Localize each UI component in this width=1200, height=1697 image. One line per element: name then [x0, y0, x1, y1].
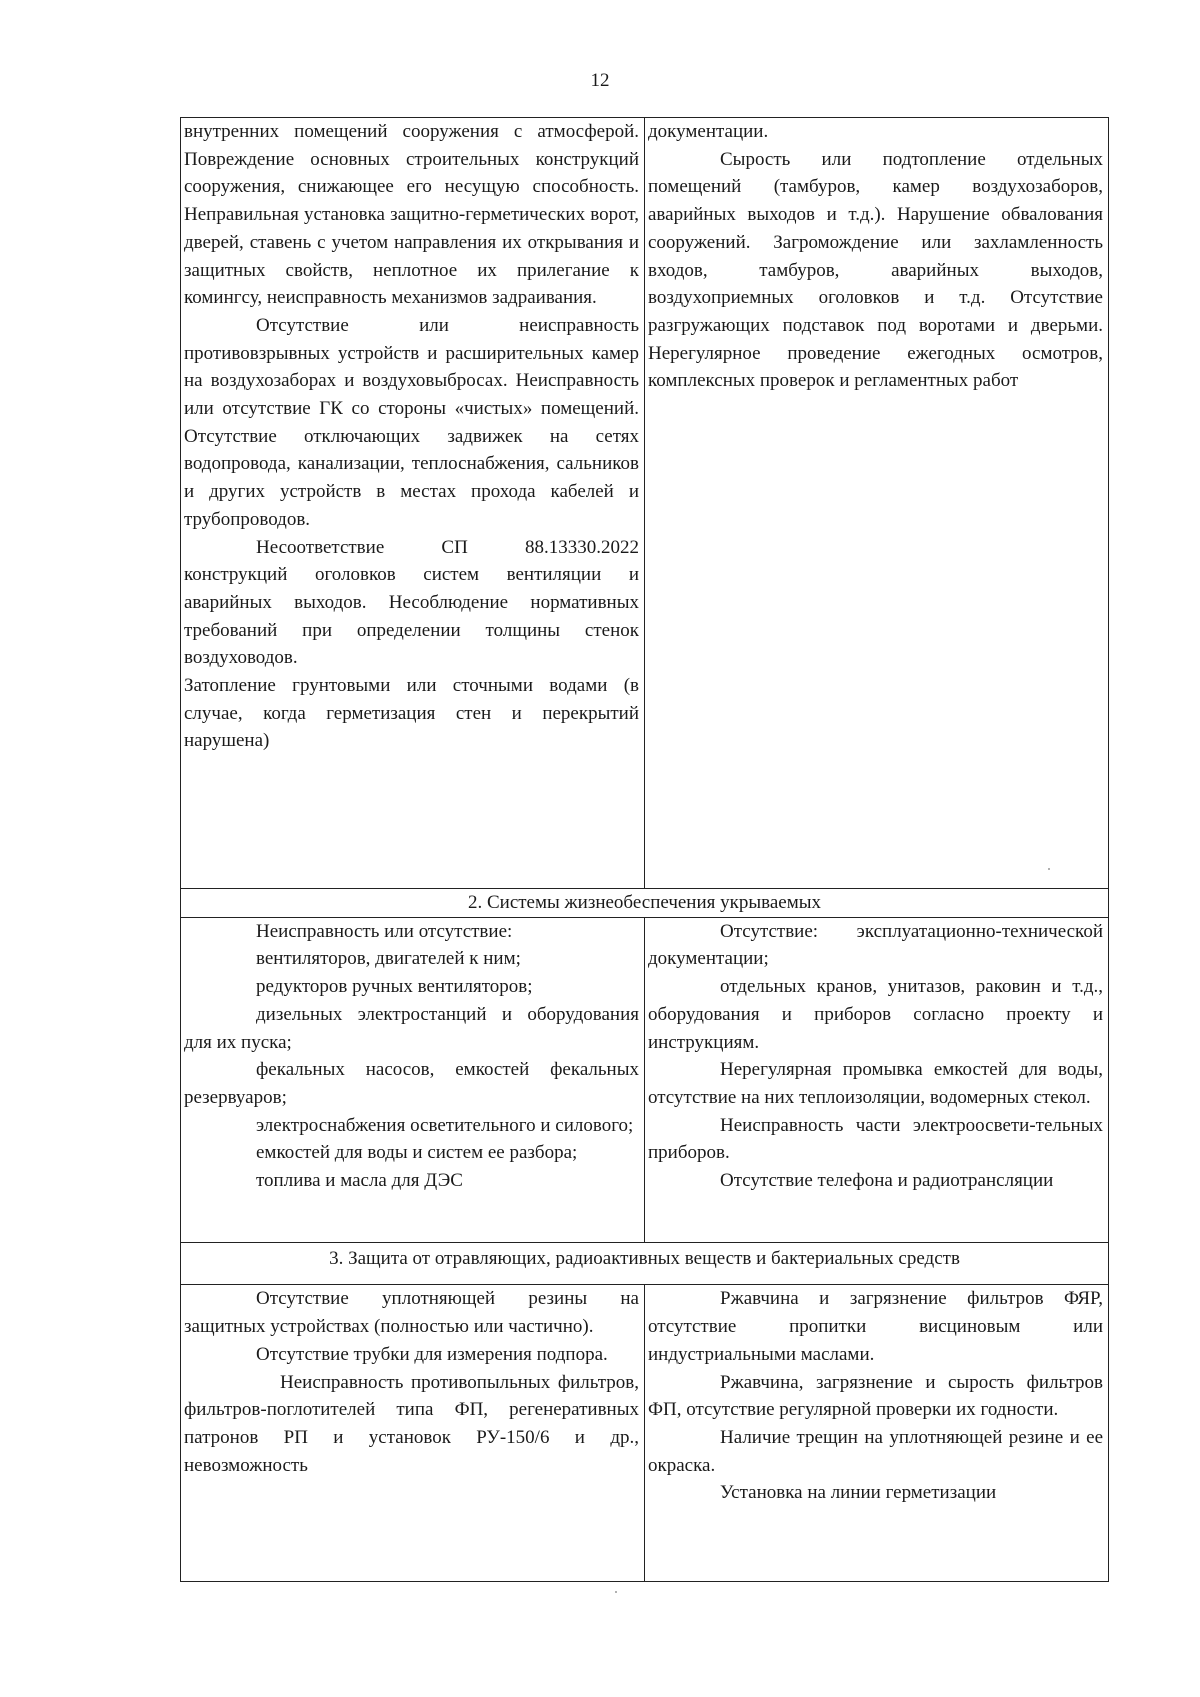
section-2-title: 2. Системы жизнеобеспечения укрываемых [181, 889, 1109, 918]
left-cell [181, 118, 645, 889]
section-header-row [181, 889, 1109, 918]
left-cell [181, 1285, 645, 1582]
left-cell [181, 917, 645, 1242]
paragraph: Наличие трещин на уплотняющей резине и ее окраска. [648, 1426, 1103, 1476]
paragraph: вентиляторов, двигателей к ним; [256, 948, 521, 970]
paragraph: Затопление грунтовыми или сточными водами (в случае, когда герметизация стен и перекрытий нарушена) [184, 675, 639, 752]
paragraph: Отсутствие трубки для измерения подпора. [256, 1343, 608, 1365]
paragraph: фекальных насосов, емкостей фекальных резервуаров; [184, 1059, 639, 1108]
paragraph: топлива и масла для ДЭС [256, 1170, 463, 1192]
paragraph: Ржавчина и загрязнение фильтров ФЯР, отсутствие пропитки висциновым или индустриальными маслами. [648, 1288, 1103, 1365]
paragraph: Сырость или подтопление отдельных помещений (тамбуров, камер воздухозаборов, аварийных выходов и т.д.). Нарушение обвалования сооружений. Загромождение или захламленность входов, тамбуров, аварийных выходов, воздухоприемных оголовков и т.д. Отсутствие разгружающих подставок под воротами и дверьми. Нерегулярное проведение ежегодных осмотров, комплексных проверок и регламентных работ [648, 148, 1103, 392]
section-3-title: 3. Защита от отравляющих, радиоактивных веществ и бактериальных средств [181, 1242, 1109, 1285]
page-number: 12 [590, 70, 610, 91]
table-row [181, 1285, 1109, 1582]
right-cell [645, 917, 1109, 1242]
paragraph: Ржавчина, загрязнение и сырость фильтров ФП, отсутствие регулярной проверки их годности. [648, 1371, 1103, 1421]
paragraph: дизельных электростанций и оборудования для их пуска; [184, 1003, 639, 1053]
paragraph: Неисправность противопыльных фильтров, фильтров-поглотителей типа ФП, регенеративных патронов РП и установок РУ-150/6 и др., невозможность [184, 1371, 639, 1476]
paragraph: редукторов ручных вентиляторов; [256, 976, 533, 998]
paragraph: Установка на линии герметизации [720, 1482, 997, 1504]
paragraph: емкостей для воды и систем ее разбора; [256, 1142, 578, 1164]
right-cell [645, 1285, 1109, 1582]
paragraph: Несоответствие СП 88.13330.2022 конструкций оголовков систем вентиляции и аварийных выходов. Несоблюдение нормативных требований при определении толщины стенок воздуховодов. [184, 536, 639, 669]
scan-speck [615, 1591, 617, 1593]
paragraph: внутренних помещений сооружения с атмосферой. Повреждение основных строительных конструкций сооружения, снижающее его несущую способность. Неправильная установка защитно-герметических ворот, дверей, ставень с учетом направления их открывания и защитных свойств, неплотное их прилегание к комингсу, неисправность механизмов задраивания. [184, 121, 639, 309]
paragraph: Нерегулярная промывка емкостей для воды, отсутствие на них теплоизоляции, водомерных стекол. [648, 1059, 1103, 1108]
table-row [181, 917, 1109, 1242]
requirements-table [180, 117, 1109, 1582]
right-cell [645, 118, 1109, 889]
paragraph: Неисправность или отсутствие: [256, 920, 513, 942]
paragraph: Отсутствие или неисправность противовзрывных устройств и расширительных камер на воздухозаборах и воздуховыбросах. Неисправность или отсутствие ГК со стороны «чистых» помещений. Отсутствие отключающих задвижек на сетях водопровода, канализации, теплоснабжения, сальников и других устройств в местах прохода кабелей и трубопроводов. [184, 314, 639, 530]
paragraph: Отсутствие: эксплуатационно-технической документации; [648, 920, 1103, 970]
paragraph: Неисправность части электроосвети-тельных приборов. [648, 1114, 1103, 1164]
paragraph: Отсутствие уплотняющей резины на защитных устройствах (полностью или частично). [184, 1288, 639, 1338]
paragraph: документации. [648, 121, 769, 142]
paragraph: электроснабжения осветительного и силового; [256, 1114, 634, 1136]
section-header-row [181, 1242, 1109, 1285]
paragraph: Отсутствие телефона и радиотрансляции [720, 1170, 1054, 1192]
paragraph: отдельных кранов, унитазов, раковин и т.д., оборудования и приборов согласно проекту и инструкциям. [648, 976, 1103, 1053]
scan-speck [1048, 868, 1050, 870]
table-row [181, 118, 1109, 889]
